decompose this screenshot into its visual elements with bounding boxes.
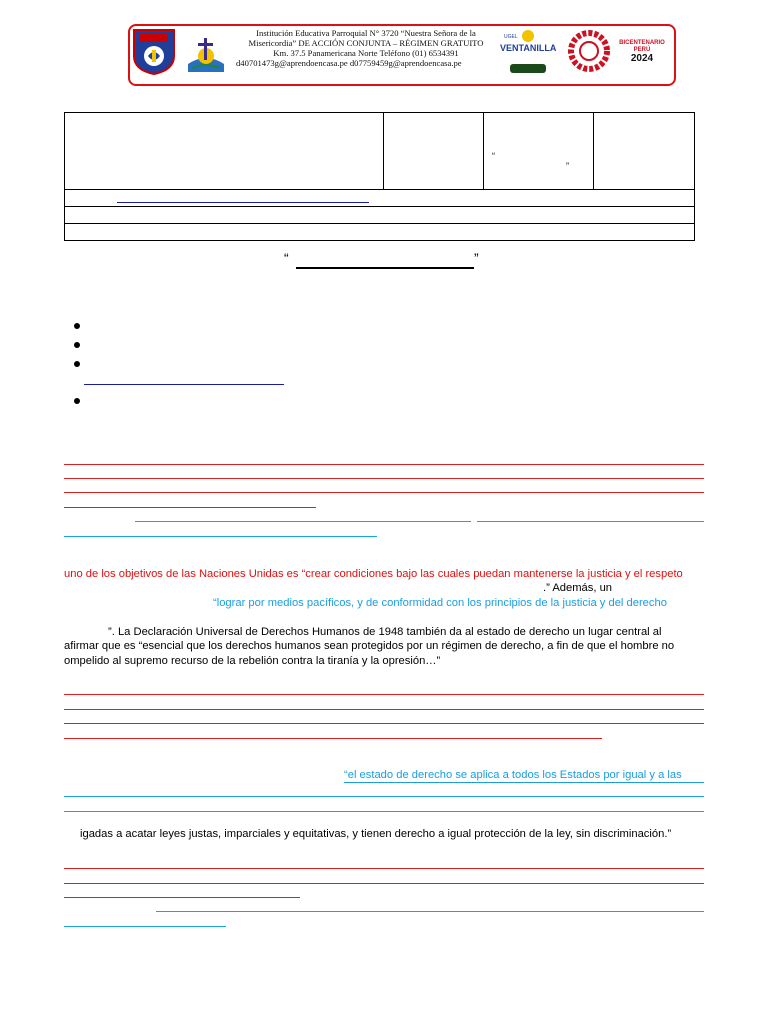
ugel-ventanilla-logo bbox=[500, 28, 556, 78]
year-label: 2024 bbox=[630, 53, 654, 64]
religious-logo-icon bbox=[186, 34, 226, 74]
red-line bbox=[64, 464, 704, 465]
school-line2: Misericordia” DE ACCIÓN CONJUNTA – RÉGIMEN GRATUITO bbox=[248, 38, 484, 48]
field-competence-row[interactable] bbox=[65, 224, 695, 241]
field-student-name[interactable] bbox=[65, 113, 384, 190]
cyan-line bbox=[64, 796, 704, 797]
red-line bbox=[64, 507, 316, 508]
title-underline bbox=[296, 267, 474, 269]
school-crest-icon bbox=[132, 28, 176, 76]
cyan-line bbox=[64, 811, 704, 812]
cyan-underline bbox=[344, 782, 704, 783]
paragraph-2-line3: ompelido al supremo recurso de la rebelión contra la tiranía y la opresión…” bbox=[64, 655, 441, 667]
red-line bbox=[64, 478, 704, 479]
red-line bbox=[64, 492, 704, 493]
section-quote-close: ” bbox=[565, 161, 569, 171]
paragraph-1-black: .” Además, un bbox=[543, 582, 613, 594]
red-line bbox=[64, 723, 704, 724]
paragraph-2-line2: afirmar que es “esencial que los derechos humanos sean protegidos por un régimen de derecho, a fin de que el hombre no bbox=[64, 640, 675, 652]
bicentenario-label: BICENTENARIO bbox=[619, 40, 665, 46]
paragraph-4: igadas a acatar leyes justas, imparciales y equitativas, y tienen derecho a igual protección de la ley, sin discriminación.” bbox=[80, 828, 672, 840]
paragraph-1-red: uno de los objetivos de las Naciones Unidas es “crear condiciones bajo las cuales puedan mantenerse la justicia y el respeto bbox=[64, 568, 683, 580]
section-quote-open: “ bbox=[491, 151, 495, 161]
cyan-line bbox=[477, 521, 704, 522]
red-line bbox=[64, 897, 300, 898]
red-line bbox=[64, 868, 704, 869]
field-teacher-row[interactable] bbox=[65, 207, 695, 224]
bullet-3 bbox=[74, 361, 80, 367]
peru-label: PERÚ bbox=[633, 47, 651, 53]
cyan-line bbox=[156, 911, 704, 912]
bicentenario-seal-icon bbox=[568, 30, 610, 72]
school-line1: Institución Educativa Parroquial N° 3720 “Nuestra Señora de la bbox=[256, 28, 476, 38]
red-line bbox=[64, 738, 602, 739]
school-info bbox=[236, 28, 496, 68]
field-link-row[interactable] bbox=[65, 190, 695, 207]
red-line bbox=[64, 694, 704, 695]
field-grade[interactable] bbox=[384, 113, 484, 190]
bullet-2 bbox=[74, 342, 80, 348]
cyan-line bbox=[135, 521, 471, 522]
red-line bbox=[64, 883, 704, 884]
paragraph-2-line1: ”. La Declaración Universal de Derechos Humanos de 1948 también da al estado de derecho un lugar central al bbox=[108, 626, 662, 638]
bullet-4 bbox=[74, 398, 80, 404]
title-quote-close: ” bbox=[474, 250, 479, 266]
ventanilla-label: VENTANILLA bbox=[500, 43, 557, 53]
cyan-line bbox=[64, 536, 377, 537]
ugel-label: UGEL bbox=[504, 34, 518, 40]
cyan-line bbox=[64, 926, 226, 927]
school-line3: Km. 37.5 Panamericana Norte Teléfono (01) 6534391 bbox=[273, 48, 459, 58]
student-info-table bbox=[64, 112, 695, 241]
red-line bbox=[64, 709, 704, 710]
bullet-1 bbox=[74, 323, 80, 329]
field-section[interactable] bbox=[483, 113, 593, 190]
school-emails: d40701473g@aprendoencasa.pe d07759459g@aprendoencasa.pe bbox=[236, 58, 462, 68]
title-quote-open: “ bbox=[284, 250, 289, 266]
paragraph-1-cyan: “lograr por medios pacíficos, y de conformidad con los principios de la justicia y del derecho bbox=[213, 597, 667, 609]
field-date[interactable] bbox=[594, 113, 695, 190]
bicentenario-logo bbox=[568, 30, 672, 74]
paragraph-3-cyan: “el estado de derecho se aplica a todos los Estados por igual y a las bbox=[344, 769, 682, 781]
link-underline[interactable] bbox=[117, 202, 369, 203]
bullet-3-link[interactable] bbox=[84, 384, 284, 385]
